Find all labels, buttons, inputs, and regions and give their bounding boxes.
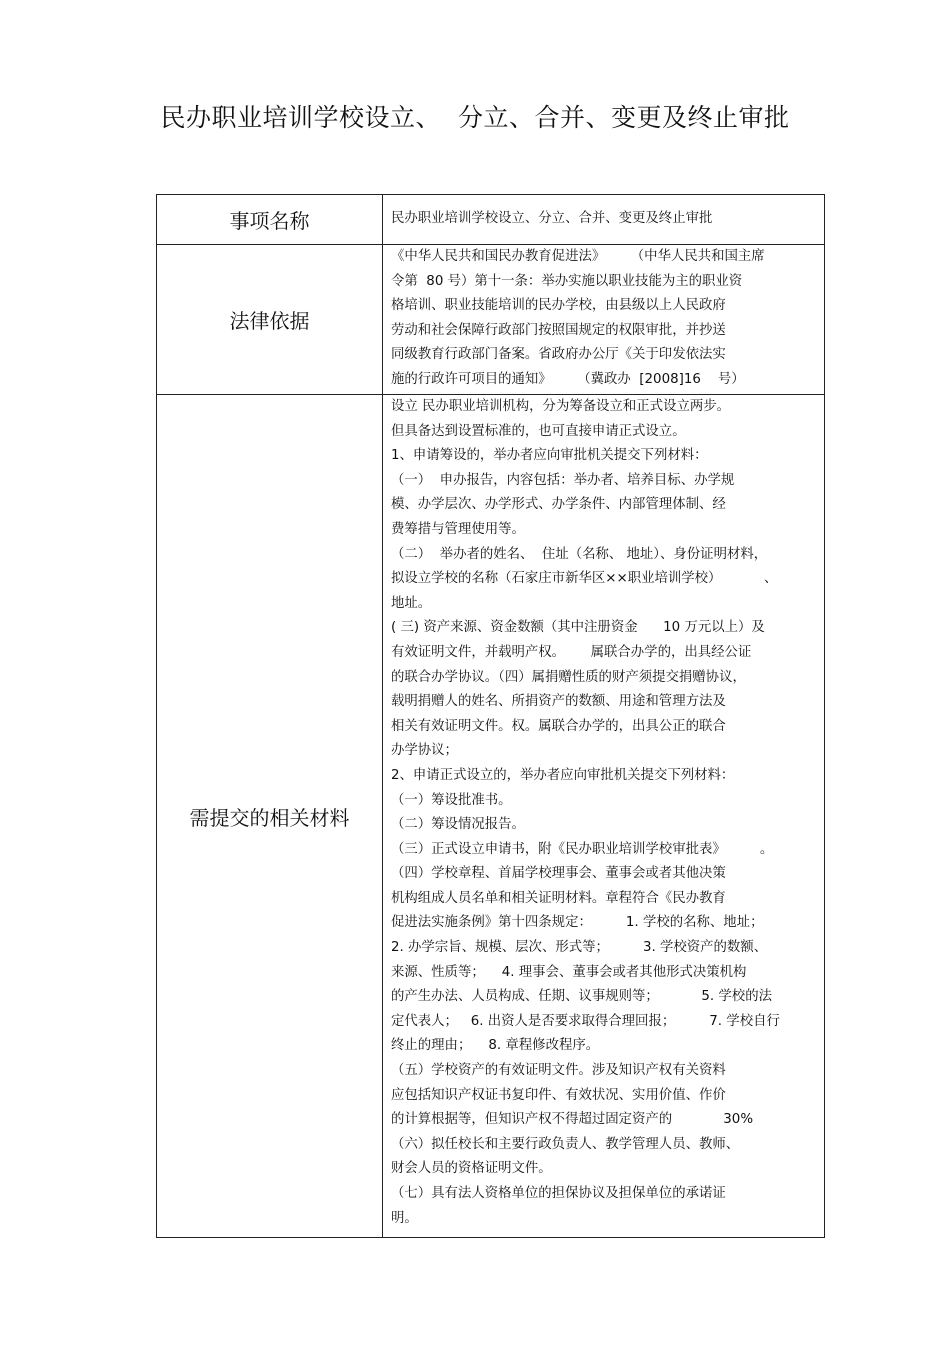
- content-line: 劳动和社会保障行政部门按照国规定的权限审批，并抄送: [391, 322, 726, 338]
- content-line: 设立 民办职业培训机构，分为筹备设立和正式设立两步。: [391, 399, 731, 414]
- page-title: 民办职业培训学校设立、 分立、合并、变更及终止审批: [160, 103, 790, 132]
- content-line: 2、申请正式设立的，举办者应向审批机关提交下列材料：: [391, 767, 735, 783]
- table-row-required-materials: [157, 395, 825, 1238]
- content-line: （一）筹设批准书。: [391, 792, 512, 808]
- required-materials-text: [383, 395, 825, 1238]
- content-line: 模、办学层次、办学形式、办学条件、内部管理体制、经: [391, 497, 726, 513]
- content-line: 拟设立学校的名称（石家庄市新华区××职业培训学校） 、: [391, 571, 778, 587]
- content-line: 格培训、职业技能培训的民办学校，由县级以上人民政府: [391, 298, 726, 314]
- content-line: （三）正式设立申请书，附《民办职业培训学校审批表》 。: [391, 841, 774, 857]
- content-line: 民办职业培训学校设立、分立、合并、变更及终止审批: [391, 211, 713, 227]
- table-row-legal-basis: [157, 245, 825, 395]
- required-materials-label: 需提交的相关材料: [157, 395, 383, 1238]
- approval-table: [156, 194, 825, 1238]
- content-line: （二） 举办者的姓名、 住址（名称、 地址）、身份证明材料，: [391, 546, 768, 562]
- content-line: 1、申请筹设的，举办者应向审批机关提交下列材料：: [391, 448, 708, 464]
- content-line: 同级教育行政部门备案。省政府办公厅《关于印发依法实: [391, 347, 726, 363]
- content-line: 但具备达到设置标准的，也可直接申请正式设立。: [391, 423, 686, 439]
- content-line: 来源、性质等； 4. 理事会、董事会或者其他形式决策机构: [391, 964, 747, 980]
- item-name-value: [383, 195, 825, 245]
- legal-basis-text: [383, 245, 825, 395]
- content-line: 施的行政许可项目的通知》 （冀政办 [2008]16 号）: [391, 371, 745, 387]
- content-line: 《中华人民共和国民办教育促进法》 （中华人民共和国主席: [391, 249, 765, 264]
- content-line: 的产生办法、人员构成、任期、议事规则等； 5. 学校的法: [391, 989, 772, 1005]
- content-line: 办学协议；: [391, 743, 458, 759]
- content-line: 定代表人； 6. 出资人是否要求取得合理回报； 7. 学校自行: [391, 1013, 780, 1029]
- content-line: 的联合办学协议。（四）属捐赠性质的财产须提交捐赠协议，: [391, 669, 746, 685]
- content-line: （一） 申办报告，内容包括：举办者、培养目标、办学规: [391, 472, 735, 488]
- content-line: 明。: [391, 1210, 418, 1226]
- content-line: 的计算根据等，但知识产权不得超过固定资产的 30%: [391, 1112, 754, 1128]
- content-line: 促进法实施条例》第十四条规定： 1. 学校的名称、地址；: [391, 915, 764, 931]
- content-line: 2. 办学宗旨、规模、层次、形式等； 3. 学校资产的数额、: [391, 940, 768, 956]
- item-name-label: 事项名称: [157, 195, 383, 245]
- content-line: 机构组成人员名单和相关证明材料。章程符合《民办教育: [391, 890, 726, 906]
- content-line: 令第 80 号）第十一条：举办实施以职业技能为主的职业资: [391, 273, 743, 289]
- content-line: ( 三) 资产来源、资金数额（其中注册资金 10 万元以上）及: [391, 620, 765, 636]
- content-line: 有效证明文件，并载明产权。 属联合办学的，出具经公证: [391, 644, 752, 660]
- content-line: 终止的理由； 8. 章程修改程序。: [391, 1038, 600, 1054]
- content-line: 费筹措与管理使用等。: [391, 521, 525, 537]
- legal-basis-label: 法律依据: [157, 245, 383, 395]
- content-line: 财会人员的资格证明文件。: [391, 1161, 552, 1177]
- content-line: 载明捐赠人的姓名、所捐资产的数额、用途和管理方法及: [391, 694, 726, 710]
- content-line: 应包括知识产权证书复印件、有效状况、实用价值、作价: [391, 1087, 726, 1103]
- content-line: （五）学校资产的有效证明文件。涉及知识产权有关资料: [391, 1063, 726, 1079]
- content-line: （二）筹设情况报告。: [391, 817, 525, 833]
- table-row-item-name: [157, 195, 825, 245]
- content-line: 地址。: [391, 595, 432, 611]
- content-line: 相关有效证明文件。权。属联合办学的，出具公正的联合: [391, 718, 726, 734]
- content-line: （四）学校章程、首届学校理事会、董事会或者其他决策: [391, 866, 726, 882]
- content-line: （七）具有法人资格单位的担保协议及担保单位的承诺证: [391, 1186, 726, 1201]
- content-line: （六）拟任校长和主要行政负责人、教学管理人员、教师、: [391, 1136, 740, 1152]
